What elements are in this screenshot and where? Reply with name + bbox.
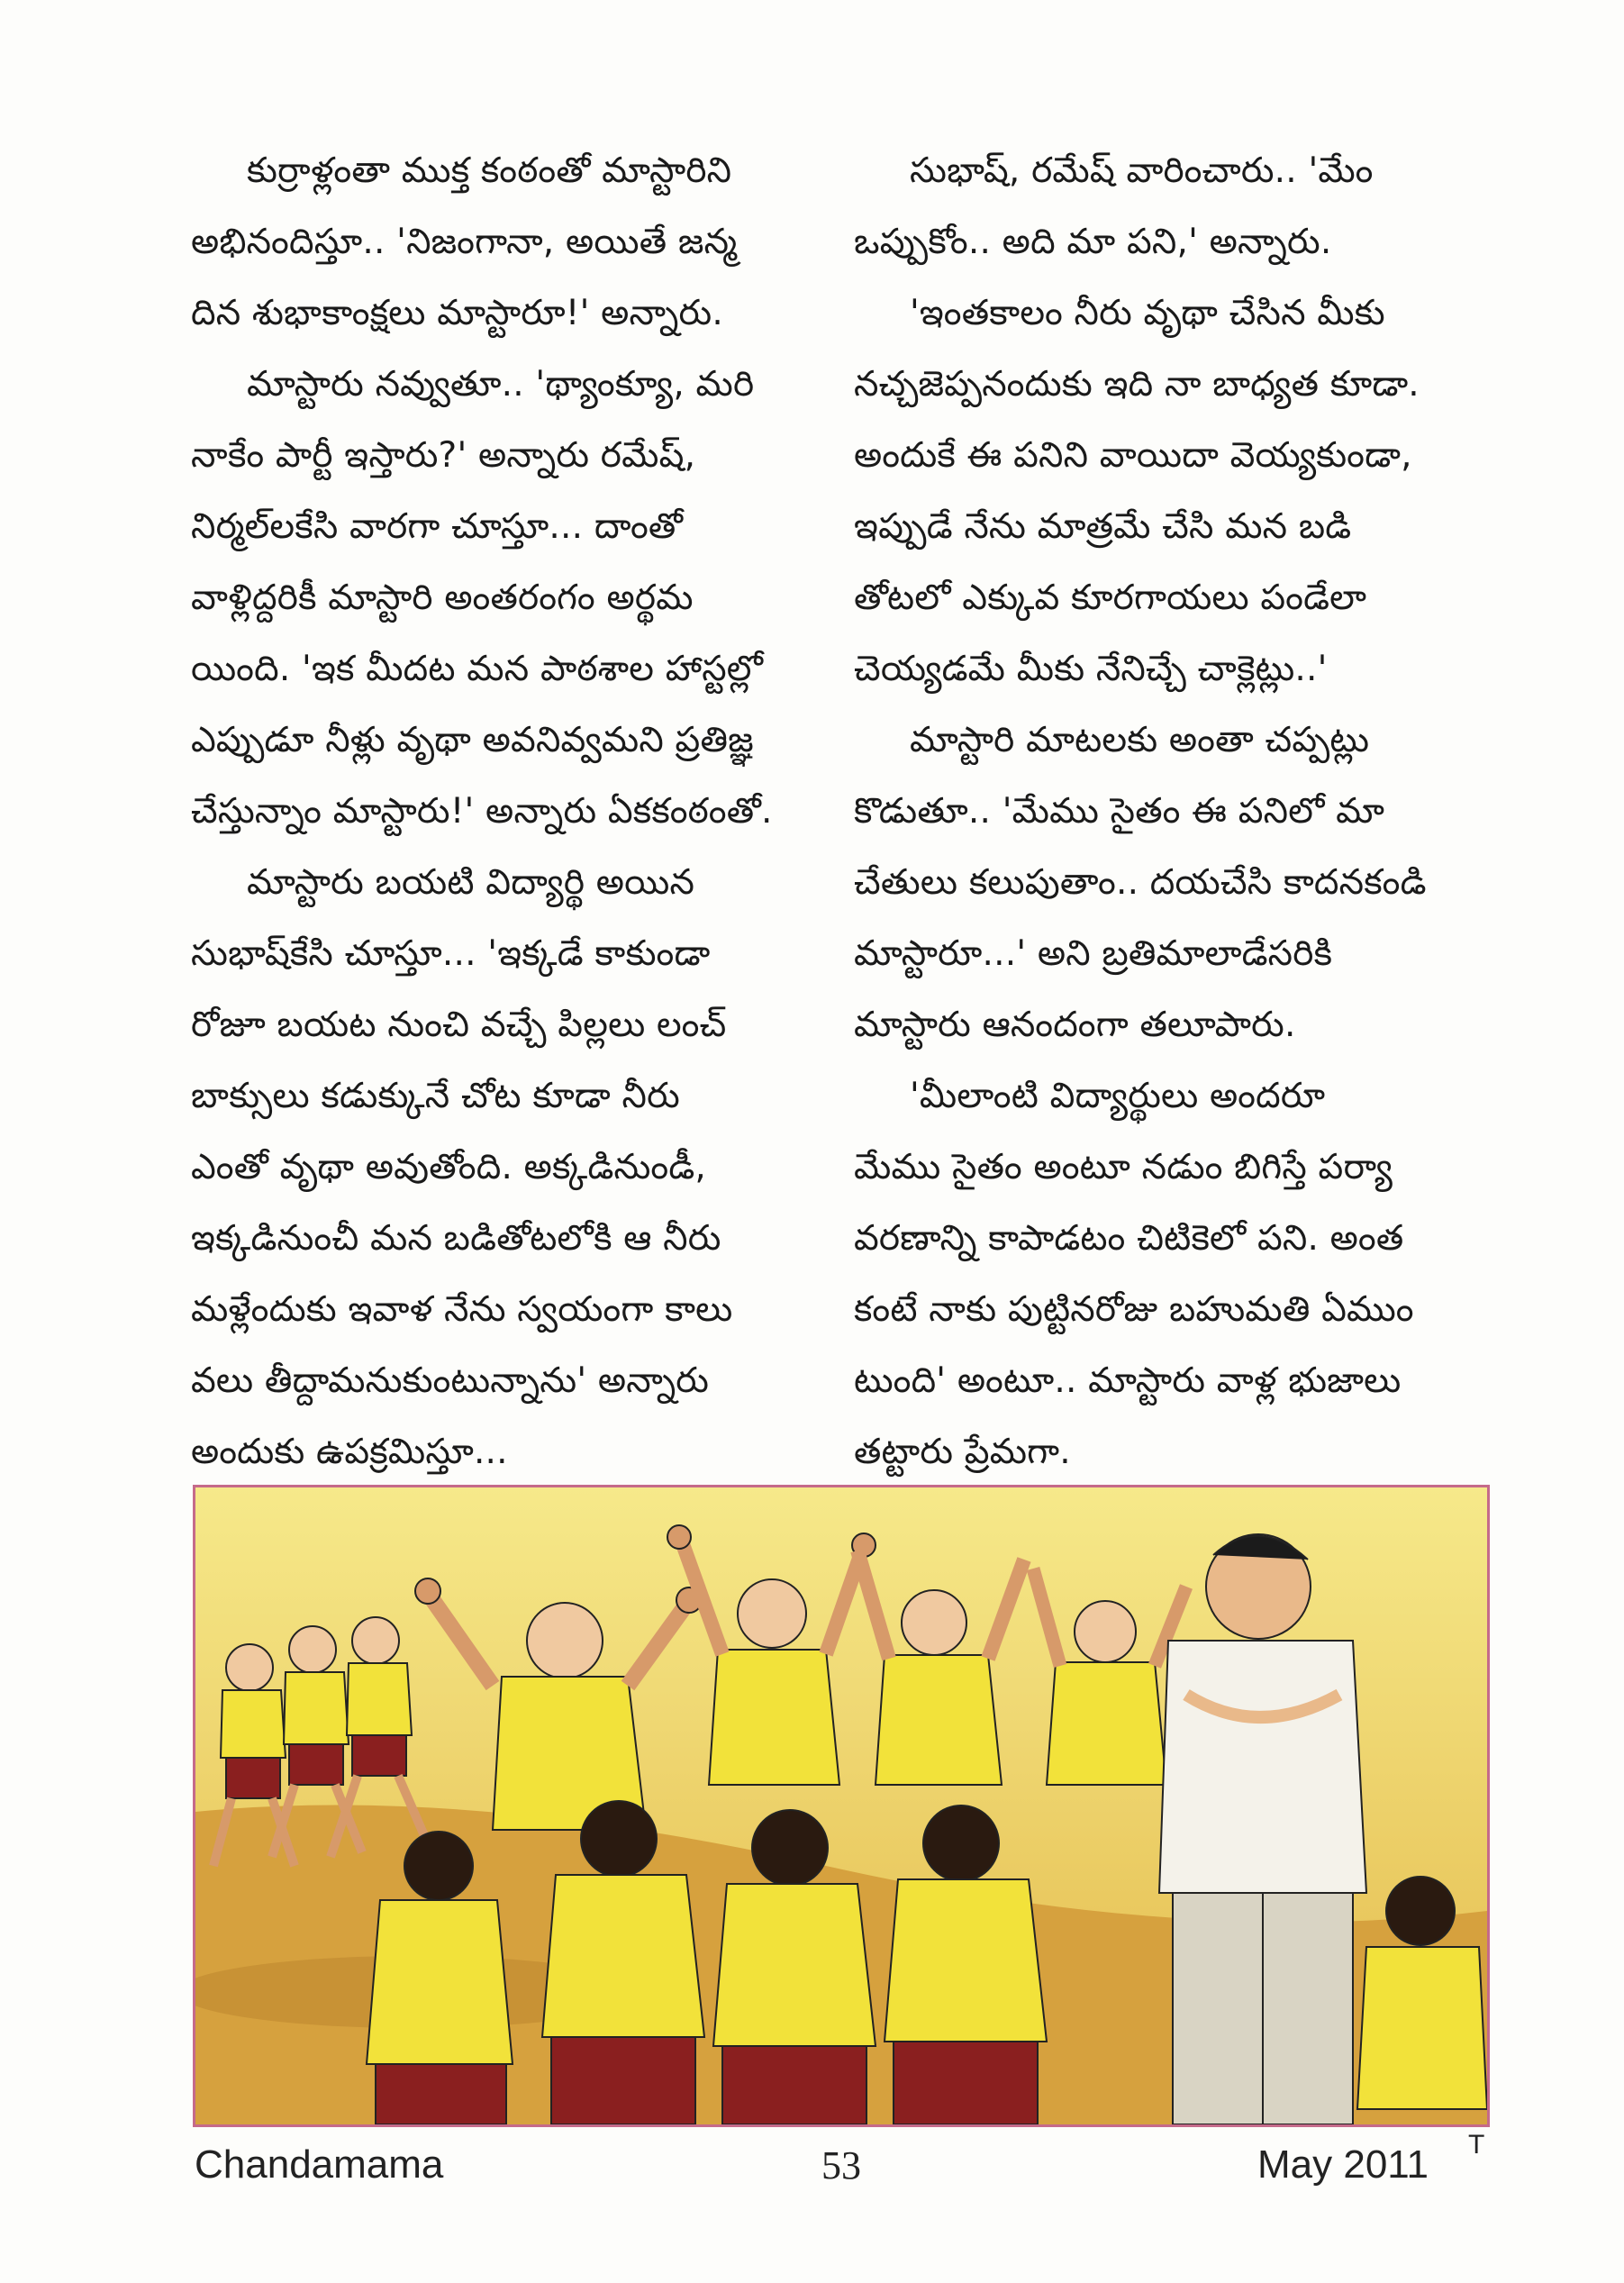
text-line: వరణాన్ని కాపాడటం చిటికెలో పని. అంత bbox=[854, 1218, 1404, 1259]
issue-date: May 2011 bbox=[1257, 2142, 1429, 2187]
text-line: మాస్టారు ఆనందంగా తలూపారు. bbox=[854, 1005, 1296, 1045]
right-text-column bbox=[854, 135, 1492, 1487]
text-line: ఇక్కడినుంచీ మన బడితోటలోకి ఆ నీరు bbox=[191, 1218, 721, 1259]
text-line: మాస్టారు బయటి విద్యార్థి అయిన bbox=[247, 862, 695, 903]
text-line: మేము సైతం అంటూ నడుం బిగిస్తే పర్యా bbox=[854, 1147, 1393, 1187]
text-line: మళ్లేందుకు ఇవాళ నేను స్వయంగా కాలు bbox=[191, 1289, 733, 1330]
text-line: చెయ్యడమే మీకు నేనిచ్చే చాక్లెట్లు..' bbox=[854, 649, 1328, 689]
text-line: వాళ్లిద్దరికీ మాస్టారి అంతరంగం అర్థమ bbox=[191, 578, 694, 618]
cheering-students-drawing bbox=[195, 1487, 1487, 2124]
paragraph bbox=[854, 277, 1492, 705]
text-line: నాకేం పార్టీ ఇస్తారు?' అన్నారు రమేష్, bbox=[191, 435, 696, 476]
text-line: రోజూ బయట నుంచి వచ్చే పిల్లలు లంచ్ bbox=[191, 1005, 727, 1045]
text-line: ఒప్పుకోం.. అది మా పని,' అన్నారు. bbox=[854, 222, 1332, 262]
text-line: తోటలో ఎక్కువ కూరగాయలు పండేలా bbox=[854, 578, 1367, 618]
text-line: చేస్తున్నాం మాస్టారు!' అన్నారు ఏకకంఠంతో. bbox=[191, 791, 773, 832]
text-line: మాస్టారూ...' అని బ్రతిమాలాడేసరికి bbox=[854, 933, 1333, 974]
text-line: 'మీలాంటి విద్యార్థులు అందరూ bbox=[910, 1076, 1326, 1116]
story-illustration bbox=[193, 1485, 1490, 2127]
text-line: కుర్రాళ్లంతా ముక్త కంఠంతో మాస్టారిని bbox=[247, 150, 732, 191]
text-line: టుంది' అంటూ.. మాస్టారు వాళ్ల భుజాలు bbox=[854, 1360, 1402, 1401]
text-line: సుభాష్, రమేష్ వారించారు.. 'మేం bbox=[910, 150, 1374, 191]
text-line: బాక్సులు కడుక్కునే చోట కూడా నీరు bbox=[191, 1076, 680, 1116]
text-line: కంటే నాకు పుట్టినరోజు బహుమతి ఏముం bbox=[854, 1289, 1414, 1330]
page-footer bbox=[0, 2130, 1624, 2215]
paragraph bbox=[191, 847, 821, 1487]
text-line: ఎప్పుడూ నీళ్లు వృథా అవనివ్వమని ప్రతిజ్ఞ bbox=[191, 720, 754, 760]
text-line: మాస్టారి మాటలకు అంతా చప్పట్లు bbox=[910, 720, 1370, 760]
text-line: మాస్టారు నవ్వుతూ.. 'థ్యాంక్యూ, మరి bbox=[247, 364, 755, 405]
left-text-column bbox=[191, 135, 821, 1487]
corner-mark: T bbox=[1468, 2130, 1485, 2160]
text-line: 'ఇంతకాలం నీరు వృథా చేసిన మీకు bbox=[910, 293, 1385, 333]
text-line: అభినందిస్తూ.. 'నిజంగానా, అయితే జన్మ bbox=[191, 222, 738, 262]
paragraph bbox=[854, 705, 1492, 1060]
paragraph bbox=[854, 1060, 1492, 1487]
text-line: దిన శుభాకాంక్షలు మాస్టారూ!' అన్నారు. bbox=[191, 293, 723, 333]
magazine-name: Chandamama bbox=[195, 2142, 444, 2187]
text-line: ఎంతో వృథా అవుతోంది. అక్కడినుండీ, bbox=[191, 1147, 707, 1187]
text-line: ఇప్పుడే నేను మాత్రమే చేసి మన బడి bbox=[854, 506, 1352, 547]
text-line: నచ్చజెప్పనందుకు ఇది నా బాధ్యత కూడా. bbox=[854, 364, 1420, 405]
text-line: యింది. 'ఇక మీదట మన పాఠశాల హాస్టల్లో bbox=[191, 649, 764, 689]
page-number: 53 bbox=[821, 2143, 861, 2187]
text-line: సుభాష్‌కేసి చూస్తూ... 'ఇక్కడే కాకుండా bbox=[191, 933, 711, 974]
text-line: అందుకు ఉపక్రమిస్తూ... bbox=[191, 1432, 508, 1472]
paragraph bbox=[191, 135, 821, 349]
text-line: చేతులు కలుపుతాం.. దయచేసి కాదనకండి bbox=[854, 862, 1427, 903]
text-line: తట్టారు ప్రేమగా. bbox=[854, 1432, 1071, 1472]
text-line: అందుకే ఈ పనిని వాయిదా వెయ్యకుండా, bbox=[854, 435, 1412, 476]
paragraph bbox=[854, 135, 1492, 277]
text-line: కొడుతూ.. 'మేము సైతం ఈ పనిలో మా bbox=[854, 791, 1385, 832]
text-line: నిర్మల్‌లకేసి వారగా చూస్తూ... దాంతో bbox=[191, 506, 684, 547]
text-line: వలు తీద్దామనుకుంటున్నాను' అన్నారు bbox=[191, 1360, 710, 1401]
paragraph bbox=[191, 349, 821, 847]
